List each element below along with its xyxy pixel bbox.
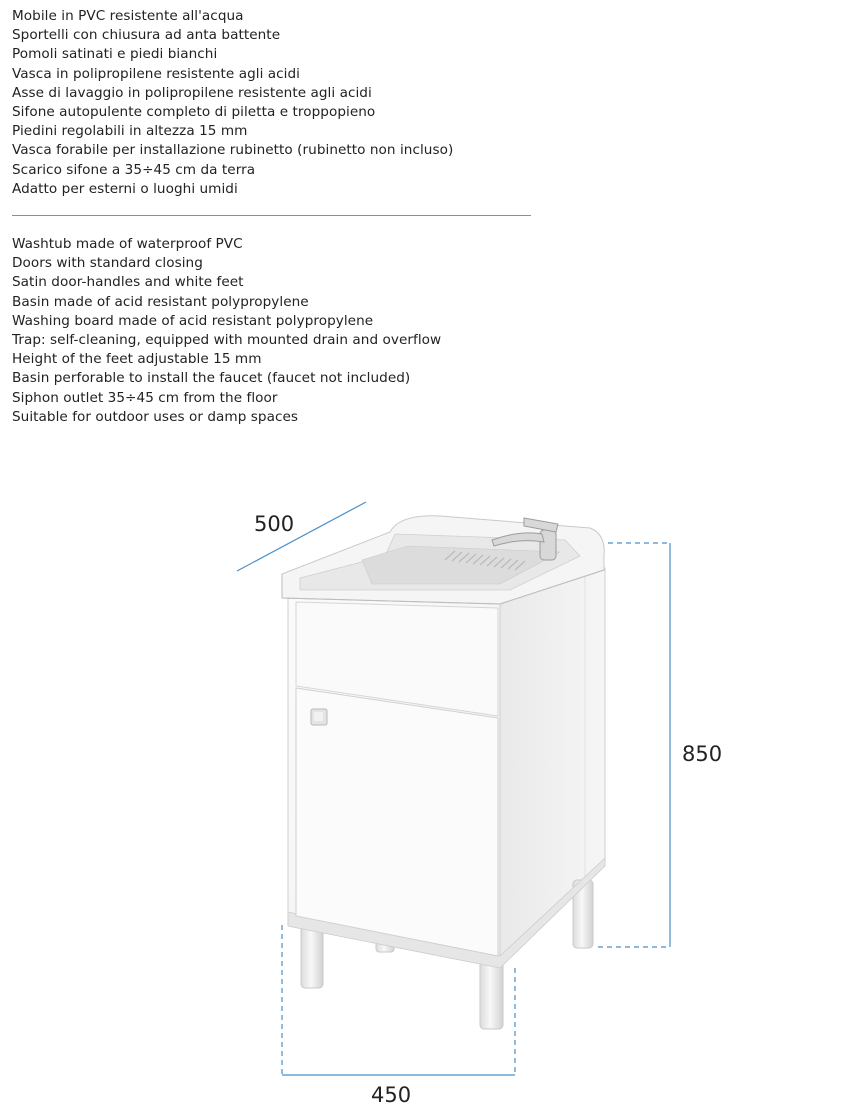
spec-item-en: Suitable for outdoor uses or damp spaces xyxy=(12,408,299,425)
spec-item-en: Basin perforable to install the faucet (faucet not included) xyxy=(12,370,411,387)
spec-item-en: Siphon outlet 35÷45 cm from the floor xyxy=(12,389,278,406)
spec-item-it: Sportelli con chiusura ad anta battente xyxy=(12,27,281,44)
spec-item-it: Asse di lavaggio in polipropilene resistente agli acidi xyxy=(12,84,372,101)
door-knob-face xyxy=(314,712,323,721)
spec-item-it: Mobile in PVC resistente all'acqua xyxy=(12,8,244,24)
spec-item-it: Scarico sifone a 35÷45 cm da terra xyxy=(12,161,256,178)
spec-item-en: Trap: self-cleaning, equipped with mounted drain and overflow xyxy=(12,332,442,349)
spec-item-it: Vasca forabile per installazione rubinetto (rubinetto non incluso) xyxy=(12,142,454,159)
spec-item-en: Washtub made of waterproof PVC xyxy=(12,236,243,252)
spec-item-en: Height of the feet adjustable 15 mm xyxy=(12,351,262,368)
depth-dimension-label: 500 xyxy=(254,512,295,536)
spec-item-en: Satin door-handles and white feet xyxy=(12,274,244,291)
spec-item-it: Adatto per esterni o luoghi umidi xyxy=(12,180,238,197)
spec-item-it: Piedini regolabili in altezza 15 mm xyxy=(12,123,248,140)
cabinet-door xyxy=(296,688,498,956)
spec-item-it: Sifone autopulente completo di piletta e troppopieno xyxy=(12,104,376,121)
height-dimension-label: 850 xyxy=(682,742,723,766)
spec-item-it: Vasca in polipropilene resistente agli acidi xyxy=(12,65,301,82)
spec-item-en: Doors with standard closing xyxy=(12,255,203,272)
spec-item-en: Washing board made of acid resistant polypropylene xyxy=(12,312,374,329)
spec-item-en: Basin made of acid resistant polypropylene xyxy=(12,293,309,310)
width-dimension-label: 450 xyxy=(371,1083,412,1107)
spec-item-it: Pomoli satinati e piedi bianchi xyxy=(12,46,218,63)
